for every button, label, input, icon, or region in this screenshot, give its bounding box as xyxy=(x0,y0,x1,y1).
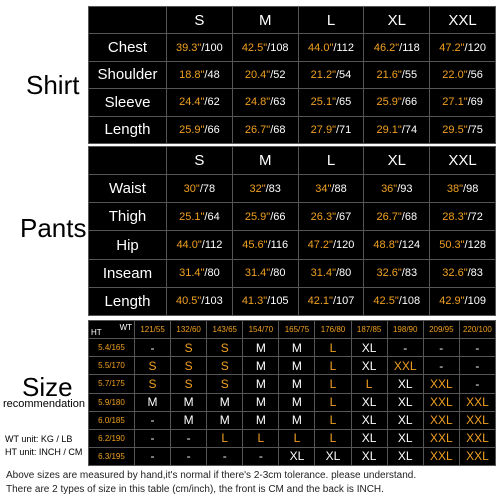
measure-value xyxy=(232,287,298,315)
recommended-size: XXL xyxy=(387,357,423,375)
recommended-size: M xyxy=(171,411,207,429)
measure-value xyxy=(298,287,364,315)
size-header-s: S xyxy=(167,147,233,175)
ht-corner-label: HT xyxy=(91,327,102,337)
inch-value: 21.2" xyxy=(310,68,336,81)
recommended-size: L xyxy=(315,357,351,375)
measure-value xyxy=(232,116,298,143)
recommended-size: XL xyxy=(387,393,423,411)
cm-value: /109 xyxy=(464,295,486,308)
cm-value: /66 xyxy=(204,123,220,136)
ht-wt-corner xyxy=(89,321,135,339)
recommended-size: L xyxy=(315,339,351,357)
corner-cell xyxy=(89,7,167,34)
cm-value: /68 xyxy=(270,123,286,136)
recommended-size: M xyxy=(279,375,315,393)
measure-value xyxy=(298,231,364,259)
height-label: 6.0/185 xyxy=(89,411,135,429)
recommended-size: M xyxy=(135,393,171,411)
inch-value: 29.5" xyxy=(442,123,468,136)
weight-header: 176/80 xyxy=(315,321,351,339)
inch-value: 32.6" xyxy=(442,267,468,280)
height-label: 6.2/190 xyxy=(89,429,135,447)
recommended-size: XL xyxy=(351,339,387,357)
shirt-label: Shirt xyxy=(26,70,80,100)
recommended-size: L xyxy=(279,429,315,447)
size-header-l: L xyxy=(298,7,364,34)
inch-value: 46.2" xyxy=(373,41,400,54)
recommended-size: S xyxy=(171,357,207,375)
cm-value: /64 xyxy=(204,210,220,223)
cm-value: /88 xyxy=(331,182,347,195)
cm-value: /100 xyxy=(201,41,223,54)
recommended-size: - xyxy=(387,339,423,357)
inch-value: 42.9" xyxy=(439,295,465,308)
inch-value: 26.7" xyxy=(376,210,402,223)
measure-value xyxy=(167,175,233,203)
size-recommendation-table xyxy=(88,320,496,466)
cm-value: /63 xyxy=(270,96,286,109)
recommended-size: XL xyxy=(351,357,387,375)
inch-value: 47.2" xyxy=(307,239,333,252)
inch-value: 26.7" xyxy=(244,123,271,136)
weight-header: 165/75 xyxy=(279,321,315,339)
measure-value xyxy=(167,259,233,287)
recommended-size: M xyxy=(243,357,279,375)
cm-value: /55 xyxy=(401,68,418,81)
measure-name: Chest xyxy=(89,34,167,61)
measure-value xyxy=(364,89,430,116)
inch-value: 28.3" xyxy=(442,210,468,223)
weight-header-row xyxy=(89,321,496,339)
measure-row-length xyxy=(89,287,496,315)
measure-row-shoulder xyxy=(89,61,496,88)
height-label: 5.9/180 xyxy=(89,393,135,411)
recommended-size: L xyxy=(243,429,279,447)
recommended-size: M xyxy=(279,357,315,375)
inch-value: 24.8" xyxy=(244,96,271,109)
height-row xyxy=(89,393,496,411)
measure-name: Thigh xyxy=(89,203,167,231)
inch-value: 47.2" xyxy=(439,41,465,54)
inch-value: 36" xyxy=(381,182,398,195)
measure-value xyxy=(232,203,298,231)
cm-value: /65 xyxy=(336,96,352,109)
cm-value: /108 xyxy=(267,41,289,54)
cm-value: /120 xyxy=(464,41,486,54)
recommended-size: S xyxy=(207,375,243,393)
recommended-size: S xyxy=(171,339,207,357)
size-header-row xyxy=(89,7,496,34)
recommended-size: XXL xyxy=(459,429,495,447)
size-header-xl: XL xyxy=(364,7,430,34)
measure-value xyxy=(167,203,233,231)
weight-header: 143/65 xyxy=(207,321,243,339)
recommended-size: - xyxy=(423,357,459,375)
inch-value: 40.5" xyxy=(176,295,202,308)
cm-value: /98 xyxy=(463,182,479,195)
measure-row-length xyxy=(89,116,496,143)
recommended-size: XXL xyxy=(423,411,459,429)
inch-value: 42.5" xyxy=(373,295,399,308)
measure-row-waist xyxy=(89,175,496,203)
size-header-xxl: XXL xyxy=(430,7,496,34)
recommended-size: XL xyxy=(351,447,387,465)
size-header-l: L xyxy=(298,147,364,175)
weight-header: 154/70 xyxy=(243,321,279,339)
cm-value: /48 xyxy=(204,68,220,81)
recommended-size: XL xyxy=(387,429,423,447)
recommended-size: XL xyxy=(387,447,423,465)
recommended-size: - xyxy=(459,357,495,375)
height-row xyxy=(89,429,496,447)
measurement-note: Above sizes are measured by hand,it's normal if there's 2-3cm tolerance. please understand. xyxy=(6,470,417,481)
size-header-xl: XL xyxy=(364,147,430,175)
inch-value: 26.3" xyxy=(310,210,336,223)
measure-value xyxy=(430,287,496,315)
cm-value: /72 xyxy=(467,210,483,223)
cm-value: /66 xyxy=(401,96,418,109)
recommended-size: - xyxy=(243,447,279,465)
inch-value: 27.9" xyxy=(310,123,336,136)
cm-value: /116 xyxy=(267,239,289,252)
inch-value: 44.0" xyxy=(308,41,334,54)
recommended-size: M xyxy=(207,411,243,429)
recommended-size: L xyxy=(351,375,387,393)
weight-header: 209/95 xyxy=(423,321,459,339)
recommended-size: XXL xyxy=(423,429,459,447)
inch-value: 45.6" xyxy=(242,239,268,252)
recommended-size: XL xyxy=(387,411,423,429)
recommended-size: M xyxy=(243,339,279,357)
recommended-size: - xyxy=(135,429,171,447)
recommended-size: - xyxy=(171,447,207,465)
measure-value xyxy=(167,231,233,259)
size-header-s: S xyxy=(167,7,233,34)
measure-value xyxy=(364,203,430,231)
cm-value: /66 xyxy=(270,210,286,223)
measure-value xyxy=(364,61,430,88)
recommended-size: L xyxy=(315,375,351,393)
cm-value: /56 xyxy=(467,68,483,81)
cm-value: /68 xyxy=(401,210,418,223)
recommended-size: S xyxy=(207,339,243,357)
inch-value: 25.9" xyxy=(244,210,271,223)
unit-note: There are 2 types of size in this table (cm/inch), the front is CM and the back is INCH. xyxy=(6,484,384,495)
measure-value xyxy=(232,89,298,116)
measure-value xyxy=(298,61,364,88)
measure-value xyxy=(430,231,496,259)
recommended-size: XXL xyxy=(423,447,459,465)
measure-value xyxy=(430,61,496,88)
inch-value: 31.4" xyxy=(244,267,271,280)
measure-value xyxy=(364,231,430,259)
weight-header: 121/55 xyxy=(135,321,171,339)
inch-value: 21.6" xyxy=(376,68,402,81)
weight-header: 187/85 xyxy=(351,321,387,339)
height-label: 5.4/165 xyxy=(89,339,135,357)
cm-value: /103 xyxy=(201,295,223,308)
measure-value xyxy=(298,34,364,61)
cm-value: /54 xyxy=(336,68,352,81)
height-row xyxy=(89,447,496,465)
recommended-size: XXL xyxy=(459,411,495,429)
cm-value: /80 xyxy=(204,267,220,280)
recommended-size: XXL xyxy=(423,375,459,393)
recommended-size: XL xyxy=(315,447,351,465)
cm-value: /83 xyxy=(401,267,418,280)
measure-value xyxy=(167,61,233,88)
pants-size-table xyxy=(88,146,496,316)
measure-value xyxy=(430,89,496,116)
measure-row-hip xyxy=(89,231,496,259)
recommended-size: S xyxy=(135,375,171,393)
recommended-size: XXL xyxy=(423,393,459,411)
recommended-size: - xyxy=(135,411,171,429)
recommended-size: M xyxy=(279,339,315,357)
recommended-size: M xyxy=(279,393,315,411)
measure-value xyxy=(232,259,298,287)
measure-value xyxy=(167,34,233,61)
inch-value: 22.0" xyxy=(442,68,468,81)
shirt-size-table xyxy=(88,6,496,144)
cm-value: /67 xyxy=(336,210,352,223)
measure-name: Shoulder xyxy=(89,61,167,88)
recommended-size: M xyxy=(207,393,243,411)
inch-value: 29.1" xyxy=(376,123,402,136)
measure-value xyxy=(232,231,298,259)
inch-value: 48.8" xyxy=(373,239,399,252)
recommended-size: M xyxy=(243,411,279,429)
cm-value: /52 xyxy=(270,68,286,81)
size-header-m: M xyxy=(232,147,298,175)
recommended-size: L xyxy=(315,393,351,411)
recommended-size: M xyxy=(243,393,279,411)
size-header-xxl: XXL xyxy=(430,147,496,175)
cm-value: /80 xyxy=(270,267,286,280)
inch-value: 20.4" xyxy=(244,68,271,81)
measure-value xyxy=(364,175,430,203)
cm-value: /74 xyxy=(401,123,418,136)
cm-value: /83 xyxy=(265,182,281,195)
inch-value: 31.4" xyxy=(310,267,336,280)
recommended-size: XL xyxy=(351,429,387,447)
measure-row-sleeve xyxy=(89,89,496,116)
inch-value: 50.3" xyxy=(439,239,465,252)
recommended-size: - xyxy=(135,447,171,465)
measure-value xyxy=(167,287,233,315)
measure-value xyxy=(430,175,496,203)
measure-row-inseam xyxy=(89,259,496,287)
recommended-size: S xyxy=(171,375,207,393)
height-row xyxy=(89,339,496,357)
measure-value xyxy=(167,89,233,116)
inch-value: 42.1" xyxy=(307,295,333,308)
inch-value: 25.9" xyxy=(376,96,402,109)
recommended-size: - xyxy=(423,339,459,357)
recommendation-title: Size xyxy=(22,372,73,402)
measure-value xyxy=(167,116,233,143)
size-header-row xyxy=(89,147,496,175)
height-label: 5.7/175 xyxy=(89,375,135,393)
recommended-size: L xyxy=(207,429,243,447)
measure-name: Length xyxy=(89,116,167,143)
inch-value: 42.5" xyxy=(241,41,268,54)
weight-header: 198/90 xyxy=(387,321,423,339)
cm-value: /78 xyxy=(199,182,216,195)
inch-value: 30" xyxy=(183,182,200,195)
recommended-size: - xyxy=(171,429,207,447)
recommended-size: S xyxy=(207,357,243,375)
inch-value: 39.3" xyxy=(176,41,202,54)
recommended-size: - xyxy=(135,339,171,357)
cm-value: /93 xyxy=(397,182,413,195)
inch-value: 25.1" xyxy=(179,210,205,223)
height-label: 6.3/195 xyxy=(89,447,135,465)
inch-value: 25.9" xyxy=(179,123,205,136)
cm-value: /107 xyxy=(332,295,355,308)
measure-name: Length xyxy=(89,287,167,315)
measure-value xyxy=(298,89,364,116)
recommended-size: S xyxy=(135,357,171,375)
recommended-size: XXL xyxy=(459,393,495,411)
cm-value: /124 xyxy=(398,239,421,252)
measure-value xyxy=(364,116,430,143)
recommended-size: M xyxy=(279,411,315,429)
recommended-size: XL xyxy=(351,411,387,429)
recommended-size: - xyxy=(459,339,495,357)
inch-value: 27.1" xyxy=(442,96,468,109)
recommended-size: L xyxy=(315,429,351,447)
recommended-size: - xyxy=(459,375,495,393)
measure-value xyxy=(298,116,364,143)
measure-name: Hip xyxy=(89,231,167,259)
corner-cell xyxy=(89,147,167,175)
cm-value: /62 xyxy=(204,96,220,109)
measure-name: Inseam xyxy=(89,259,167,287)
pants-label: Pants xyxy=(20,213,87,243)
inch-value: 44.0" xyxy=(176,239,202,252)
measure-value xyxy=(298,175,364,203)
cm-value: /105 xyxy=(267,295,289,308)
height-row xyxy=(89,411,496,429)
measure-name: Waist xyxy=(89,175,167,203)
height-label: 5.5/170 xyxy=(89,357,135,375)
cm-value: /120 xyxy=(332,239,355,252)
inch-value: 41.3" xyxy=(241,295,268,308)
inch-value: 34" xyxy=(315,182,332,195)
measure-row-thigh xyxy=(89,203,496,231)
inch-value: 32" xyxy=(249,182,266,195)
measure-value xyxy=(364,287,430,315)
recommended-size: - xyxy=(207,447,243,465)
measure-name: Sleeve xyxy=(89,89,167,116)
size-header-m: M xyxy=(232,7,298,34)
measure-value xyxy=(430,259,496,287)
cm-value: /75 xyxy=(467,123,483,136)
cm-value: /108 xyxy=(398,295,421,308)
cm-value: /80 xyxy=(336,267,352,280)
inch-value: 38" xyxy=(446,182,464,195)
measure-value xyxy=(364,34,430,61)
recommendation-subtitle: recommendation xyxy=(3,398,85,410)
inch-value: 32.6" xyxy=(376,267,402,280)
cm-value: /69 xyxy=(467,96,483,109)
inch-value: 25.1" xyxy=(310,96,336,109)
measure-value xyxy=(232,34,298,61)
measure-value xyxy=(298,259,364,287)
cm-value: /71 xyxy=(336,123,352,136)
measure-row-chest xyxy=(89,34,496,61)
wt-unit-label: WT unit: KG / LB xyxy=(5,434,73,444)
inch-value: 24.4" xyxy=(179,96,205,109)
recommended-size: XL xyxy=(279,447,315,465)
cm-value: /128 xyxy=(464,239,486,252)
measure-value xyxy=(298,203,364,231)
recommended-size: M xyxy=(243,375,279,393)
weight-header: 132/60 xyxy=(171,321,207,339)
cm-value: /83 xyxy=(467,267,483,280)
cm-value: /112 xyxy=(201,239,223,252)
height-row xyxy=(89,375,496,393)
recommended-size: XL xyxy=(387,375,423,393)
recommended-size: M xyxy=(171,393,207,411)
measure-value xyxy=(364,259,430,287)
measure-value xyxy=(232,175,298,203)
recommended-size: L xyxy=(315,411,351,429)
wt-corner-label: WT xyxy=(119,322,132,332)
measure-value xyxy=(430,203,496,231)
measure-value xyxy=(430,34,496,61)
inch-value: 18.8" xyxy=(179,68,205,81)
measure-value xyxy=(430,116,496,143)
ht-unit-label: HT unit: INCH / CM xyxy=(5,447,83,457)
cm-value: /118 xyxy=(399,41,420,54)
cm-value: /112 xyxy=(333,41,354,54)
recommended-size: XXL xyxy=(459,447,495,465)
recommended-size: XL xyxy=(351,393,387,411)
weight-header: 220/100 xyxy=(459,321,495,339)
measure-value xyxy=(232,61,298,88)
inch-value: 31.4" xyxy=(179,267,205,280)
height-row xyxy=(89,357,496,375)
